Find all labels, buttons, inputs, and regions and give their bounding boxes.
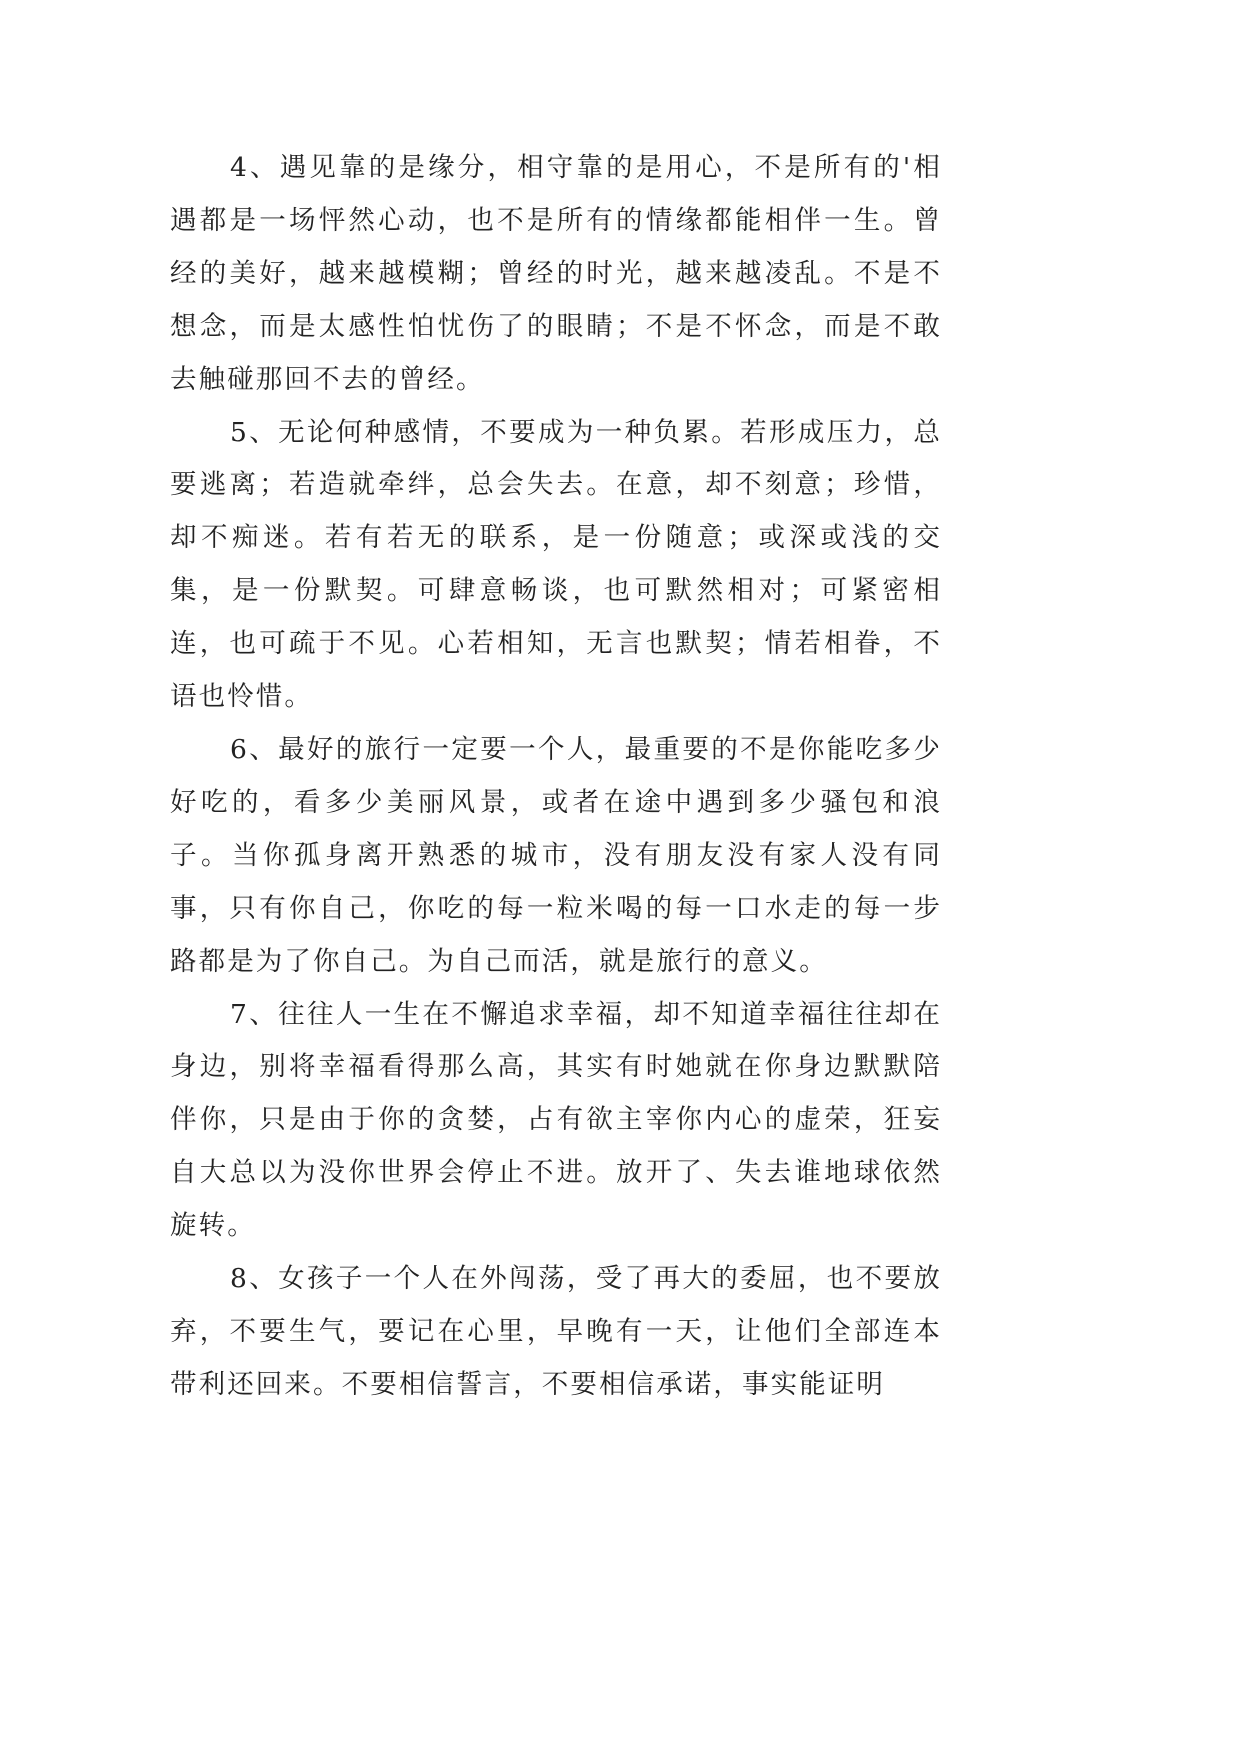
paragraph-7: 7、往往人一生在不懈追求幸福，却不知道幸福往往却在身边，别将幸福看得那么高，其实有时她就在你身边默默陪伴你，只是由于你的贪婪，占有欲主宰你内心的虚荣，狂妄自大总以为没你世界会停止不进。放开了、失去谁地球依然旋转。 [170, 998, 942, 1242]
document-body [170, 142, 942, 1412]
paragraph-6: 6、最好的旅行一定要一个人，最重要的不是你能吃多少好吃的，看多少美丽风景，或者在途中遇到多少骚包和浪子。当你孤身离开熟悉的城市，没有朋友没有家人没有同事，只有你自己，你吃的每一粒米喝的每一口水走的每一步路都是为了你自己。为自己而活，就是旅行的意义。 [170, 733, 942, 977]
paragraph-8: 8、女孩子一个人在外闯荡，受了再大的委屈，也不要放弃，不要生气，要记在心里，早晚有一天，让他们全部连本带利还回来。不要相信誓言，不要相信承诺，事实能证明 [170, 1263, 942, 1400]
paragraph-4: 4、遇见靠的是缘分，相守靠的是用心，不是所有的'相遇都是一场怦然心动，也不是所有的情缘都能相伴一生。曾经的美好，越来越模糊；曾经的时光，越来越凌乱。不是不想念，而是太感性怕忧伤了的眼睛；不是不怀念，而是不敢去触碰那回不去的曾经。 [170, 152, 942, 395]
paragraph-5: 5、无论何种感情，不要成为一种负累。若形成压力，总要逃离；若造就牵绊，总会失去。在意，却不刻意；珍惜，却不痴迷。若有若无的联系，是一份随意；或深或浅的交集，是一份默契。可肆意畅谈，也可默然相对；可紧密相连，也可疏于不见。心若相知，无言也默契；情若相眷，不语也怜惜。 [170, 416, 942, 713]
